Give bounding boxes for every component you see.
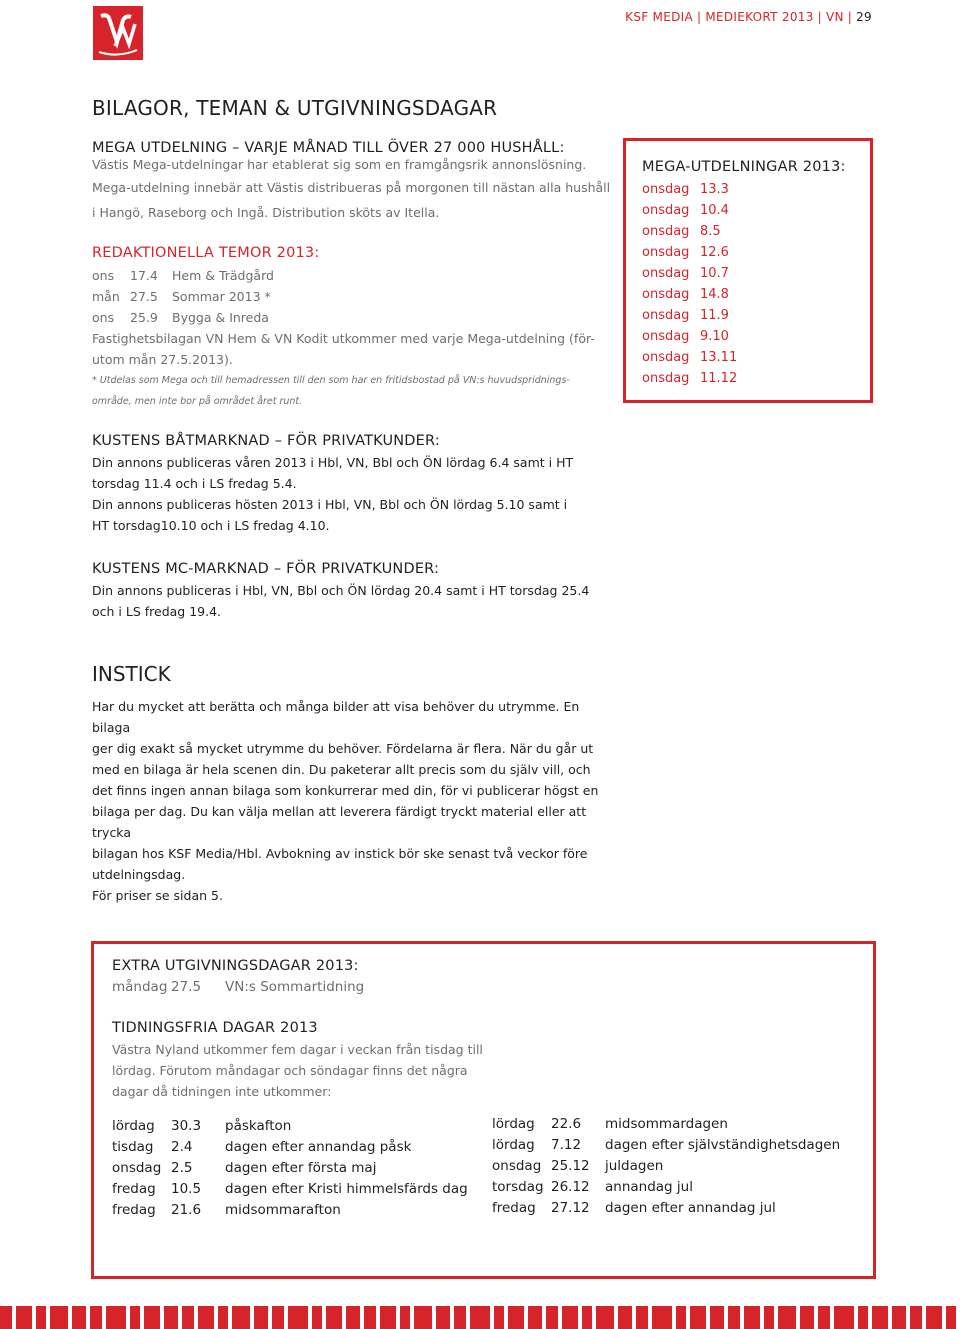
free-date: 26.12 [551, 1179, 590, 1195]
header-paper: VN [825, 10, 844, 24]
instick-line: det finns ingen annan bilaga som konkurrerar med din, för vi publicerar högst en [92, 783, 599, 798]
stripe-block [164, 1306, 178, 1329]
stripe-block [872, 1306, 888, 1329]
stripe-block [380, 1306, 396, 1329]
instick-body [92, 696, 602, 885]
free-day: lördag [112, 1118, 155, 1134]
stripe-block [272, 1306, 284, 1329]
stripe-block [858, 1306, 868, 1329]
mega-date-value: 9.10 [700, 329, 729, 344]
mega-date-row [642, 221, 854, 242]
free-day-row [492, 1114, 840, 1135]
free-desc: dagen efter annandag jul [605, 1200, 776, 1216]
mega-dates-list [642, 179, 854, 389]
mega-date-day: onsdag [642, 329, 690, 344]
free-day: tisdag [112, 1139, 154, 1155]
stripe-block [892, 1306, 906, 1329]
redaktionella-heading: REDAKTIONELLA TEMOR 2013: [92, 245, 320, 261]
free-day: fredag [492, 1200, 536, 1216]
free-desc: midsommarafton [225, 1202, 341, 1218]
page-title: BILAGOR, TEMAN & UTGIVNINGSDAGAR [92, 96, 498, 120]
stripe-block [596, 1306, 614, 1329]
theme-day: ons [92, 310, 115, 325]
stripe-block [636, 1306, 648, 1329]
extra-row [112, 977, 532, 998]
free-day: lördag [492, 1116, 535, 1132]
stripe-block [764, 1306, 774, 1329]
free-date: 2.4 [171, 1139, 193, 1155]
mega-date-value: 11.9 [700, 308, 729, 323]
redaktionella-note-2: utom mån 27.5.2013). [92, 352, 233, 367]
mega-date-row [642, 242, 854, 263]
theme-name: Sommar 2013 * [172, 289, 271, 304]
theme-day: mån [92, 289, 120, 304]
stripe-block [130, 1306, 140, 1329]
mega-date-row [642, 347, 854, 368]
mega-date-day: onsdag [642, 203, 690, 218]
stripe-block [400, 1306, 410, 1329]
stripe-block [926, 1306, 942, 1329]
stripe-block [946, 1306, 956, 1329]
stripe-block [182, 1306, 194, 1329]
mega-date-day: onsdag [642, 287, 690, 302]
stripe-block [232, 1306, 250, 1329]
stripe-block [414, 1306, 432, 1329]
mega-date-row [642, 200, 854, 221]
mega-text-1: Västis Mega-utdelningar har etablerat sig som en framgångsrik annonslösning. [92, 157, 587, 172]
mega-date-value: 10.4 [700, 203, 729, 218]
stripe-block [288, 1306, 308, 1329]
stripe-block [618, 1306, 632, 1329]
theme-name: Hem & Trädgård [172, 268, 274, 283]
stripe-block [652, 1306, 672, 1329]
instick-line: bilaga per dag. Du kan välja mellan att leverera färdigt tryckt material eller att trycka [92, 804, 587, 840]
stripe-block [494, 1306, 504, 1329]
stripe-block [72, 1306, 86, 1329]
stripe-block [744, 1306, 760, 1329]
free-desc: påskafton [225, 1118, 292, 1134]
instick-line: utdelningsdag. [92, 867, 186, 882]
free-date: 2.5 [171, 1160, 193, 1176]
mega-dates-heading: MEGA-UTDELNINGAR 2013: [642, 159, 846, 175]
free-desc: dagen efter Kristi himmelsfärds dag [225, 1181, 468, 1197]
free-day: torsdag [492, 1179, 544, 1195]
redaktionella-list [92, 265, 612, 328]
theme-row [92, 265, 612, 286]
extra-section [112, 958, 532, 998]
mega-heading: MEGA UTDELNING – VARJE MÅNAD TILL ÖVER 27 000 HUSHÅLL: [92, 140, 565, 156]
tidningsfria-line-2: lördag. Förutom måndagar och söndagar finns det några [112, 1063, 468, 1078]
tidningsfria-list-left [112, 1116, 468, 1221]
mcmarknad-section [92, 561, 612, 622]
batmarknad-line-2: torsdag 11.4 och i LS fredag 5.4. [92, 476, 297, 491]
stripe-block [144, 1306, 160, 1329]
mega-date-day: onsdag [642, 350, 690, 365]
free-day-row [112, 1158, 468, 1179]
theme-date: 27.5 [130, 289, 158, 304]
free-day-row [112, 1179, 468, 1200]
free-date: 27.12 [551, 1200, 590, 1216]
stripe-block [106, 1306, 126, 1329]
instick-line: Har du mycket att berätta och många bilder att visa behöver du utrymme. En bilaga [92, 699, 580, 735]
stripe-block [198, 1306, 214, 1329]
stripe-block [326, 1306, 342, 1329]
redaktionella-note-1: Fastighetsbilagan VN Hem & VN Kodit utkommer med varje Mega-utdelning (för- [92, 331, 595, 346]
stripe-block [676, 1306, 686, 1329]
header-org: KSF MEDIA [625, 10, 693, 24]
stripe-block [470, 1306, 490, 1329]
free-date: 10.5 [171, 1181, 202, 1197]
page-header: KSF MEDIA | MEDIEKORT 2013 | VN | 29 [625, 10, 872, 24]
batmarknad-line-4: HT torsdag10.10 och i LS fredag 4.10. [92, 518, 330, 533]
theme-name: Bygga & Inreda [172, 310, 269, 325]
mega-date-value: 13.3 [700, 182, 729, 197]
stripe-block [546, 1306, 558, 1329]
free-day-row [492, 1135, 840, 1156]
theme-row [92, 307, 612, 328]
redaktionella-section [92, 245, 612, 412]
stripe-block [690, 1306, 706, 1329]
redaktionella-footnote-2: område, men inte bor på området året runt. [92, 396, 303, 407]
redaktionella-footnote-1: * Utdelas som Mega och till hemadressen till den som har en fritidsbostad på VN:s huvudspridnings- [92, 375, 570, 386]
stripe-block [50, 1306, 68, 1329]
stripe-block [454, 1306, 466, 1329]
free-day-row [112, 1200, 468, 1221]
mega-date-row [642, 305, 854, 326]
free-date: 7.12 [551, 1137, 582, 1153]
mega-date-day: onsdag [642, 266, 690, 281]
bottom-stripe [0, 1306, 960, 1329]
free-desc: annandag jul [605, 1179, 693, 1195]
free-date: 30.3 [171, 1118, 202, 1134]
free-date: 21.6 [171, 1202, 202, 1218]
mega-date-row [642, 284, 854, 305]
free-day-row [112, 1116, 468, 1137]
stripe-block [728, 1306, 740, 1329]
instick-line: ger dig exakt så mycket utrymme du behöver. Fördelarna är flera. När du går ut [92, 741, 594, 756]
mega-text-2: Mega-utdelning innebär att Västis distribueras på morgonen till nästan alla hushåll [92, 180, 611, 195]
mega-date-value: 14.8 [700, 287, 729, 302]
mega-date-day: onsdag [642, 308, 690, 323]
mega-section [92, 140, 612, 223]
stripe-block [36, 1306, 46, 1329]
extra-date: 27.5 [171, 979, 202, 995]
extra-heading: EXTRA UTGIVNINGSDAGAR 2013: [112, 958, 359, 974]
instick-section [92, 662, 602, 906]
stripe-block [90, 1306, 102, 1329]
tidningsfria-line-3: dagar då tidningen inte utkommer: [112, 1084, 332, 1099]
mega-dates-box [623, 138, 873, 403]
free-desc: juldagen [605, 1158, 664, 1174]
free-desc: dagen efter annandag påsk [225, 1139, 412, 1155]
batmarknad-section [92, 433, 602, 536]
mega-date-row [642, 179, 854, 200]
batmarknad-line-3: Din annons publiceras hösten 2013 i Hbl, VN, Bbl och ÖN lördag 5.10 samt i [92, 497, 568, 512]
extra-day: måndag [112, 979, 168, 995]
stripe-block [818, 1306, 830, 1329]
mega-date-row [642, 326, 854, 347]
page-number: 29 [856, 10, 872, 24]
free-day-row [492, 1156, 840, 1177]
free-date: 22.6 [551, 1116, 582, 1132]
instick-heading: INSTICK [92, 662, 171, 686]
mcmarknad-line-1: Din annons publiceras i Hbl, VN, Bbl och ÖN lördag 20.4 samt i HT torsdag 25.4 [92, 583, 590, 598]
free-desc: midsommardagen [605, 1116, 728, 1132]
stripe-block [582, 1306, 592, 1329]
free-day-row [492, 1198, 840, 1219]
mega-date-value: 13.11 [700, 350, 738, 365]
mega-date-row [642, 368, 854, 389]
mega-date-value: 11.12 [700, 371, 738, 386]
mega-date-day: onsdag [642, 245, 690, 260]
stripe-block [508, 1306, 524, 1329]
instick-prices: För priser se sidan 5. [92, 888, 223, 903]
stripe-block [0, 1306, 12, 1329]
free-desc: dagen efter första maj [225, 1160, 377, 1176]
mcmarknad-line-2: och i LS fredag 19.4. [92, 604, 221, 619]
mega-date-day: onsdag [642, 224, 690, 239]
theme-row [92, 286, 612, 307]
free-day-row [112, 1137, 468, 1158]
mega-date-value: 12.6 [700, 245, 729, 260]
stripe-block [436, 1306, 450, 1329]
theme-date: 17.4 [130, 268, 158, 283]
free-day: fredag [112, 1202, 156, 1218]
stripe-block [562, 1306, 578, 1329]
vn-logo-mark [93, 6, 143, 60]
stripe-block [800, 1306, 814, 1329]
free-day: lördag [492, 1137, 535, 1153]
free-date: 25.12 [551, 1158, 590, 1174]
instick-line: bilagan hos KSF Media/Hbl. Avbokning av instick bör ske senast två veckor före [92, 846, 588, 861]
mega-date-value: 8.5 [700, 224, 721, 239]
mega-text-3: i Hangö, Raseborg och Ingå. Distribution sköts av Itella. [92, 205, 440, 220]
stripe-block [364, 1306, 376, 1329]
mcmarknad-heading: KUSTENS MC-MARKNAD – FÖR PRIVATKUNDER: [92, 561, 440, 577]
vn-logo [93, 6, 143, 60]
mega-date-day: onsdag [642, 182, 690, 197]
stripe-block [834, 1306, 854, 1329]
stripe-block [218, 1306, 228, 1329]
mega-date-day: onsdag [642, 371, 690, 386]
free-day: fredag [112, 1181, 156, 1197]
mega-date-value: 10.7 [700, 266, 729, 281]
header-doc: MEDIEKORT 2013 [705, 10, 814, 24]
tidningsfria-list-right [492, 1114, 840, 1219]
tidningsfria-heading: TIDNINGSFRIA DAGAR 2013 [112, 1020, 318, 1036]
stripe-block [16, 1306, 32, 1329]
stripe-block [312, 1306, 322, 1329]
extra-desc: VN:s Sommartidning [225, 979, 365, 995]
instick-line: med en bilaga är hela scenen din. Du paketerar allt precis som du själv vill, och [92, 762, 591, 777]
tidningsfria-section [112, 1020, 492, 1102]
stripe-block [346, 1306, 360, 1329]
free-day: onsdag [112, 1160, 162, 1176]
free-day-row [492, 1177, 840, 1198]
mega-date-row [642, 263, 854, 284]
stripe-block [254, 1306, 268, 1329]
stripe-block [528, 1306, 542, 1329]
stripe-block [710, 1306, 724, 1329]
stripe-block [778, 1306, 796, 1329]
free-day: onsdag [492, 1158, 542, 1174]
batmarknad-line-1: Din annons publiceras våren 2013 i Hbl, VN, Bbl och ÖN lördag 6.4 samt i HT [92, 455, 574, 470]
batmarknad-heading: KUSTENS BÅTMARKNAD – FÖR PRIVATKUNDER: [92, 433, 440, 449]
theme-day: ons [92, 268, 115, 283]
tidningsfria-line-1: Västra Nyland utkommer fem dagar i veckan från tisdag till [112, 1042, 483, 1057]
theme-date: 25.9 [130, 310, 158, 325]
free-desc: dagen efter självständighetsdagen [605, 1137, 841, 1153]
stripe-block [910, 1306, 922, 1329]
